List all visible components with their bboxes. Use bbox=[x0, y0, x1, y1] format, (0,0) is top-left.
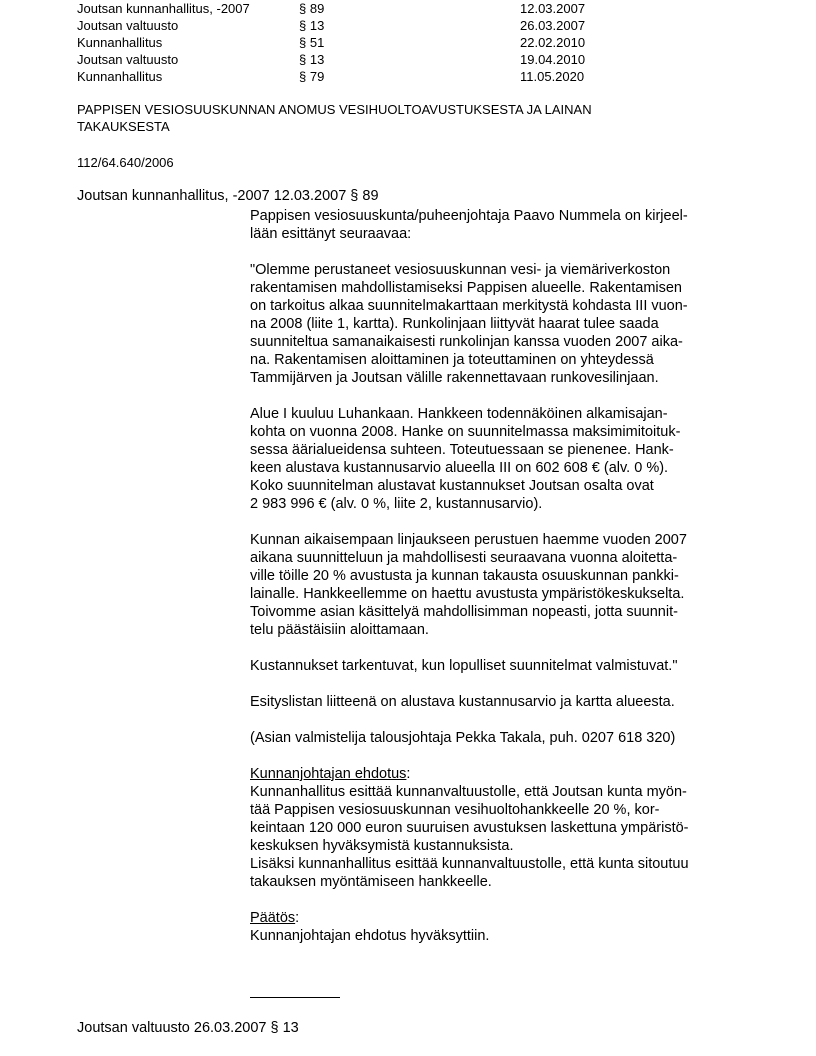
meeting-heading: Joutsan kunnanhallitus, -2007 12.03.2007 § 89 bbox=[77, 188, 379, 204]
history-row bbox=[77, 17, 677, 34]
text-line: Kunnanhallitus esittää kunnanvaltuustolle, että Joutsan kunta myön- bbox=[250, 784, 687, 800]
text-line: keen alustava kustannusarvio alueella III on 602 608 € (alv. 0 %). bbox=[250, 460, 669, 476]
paragraph bbox=[250, 657, 750, 675]
text-line: lainalle. Hankkeellemme on haettu avustusta ympäristökeskukselta. bbox=[250, 586, 685, 602]
text-line: Pappisen vesiosuuskunta/puheenjohtaja Paavo Nummela on kirjeel- bbox=[250, 208, 688, 224]
text-line: rakentamisen mahdollistamiseksi Pappisen alueelle. Rakentamisen bbox=[250, 280, 682, 296]
paragraph bbox=[250, 405, 750, 513]
history-date: 12.03.2007 bbox=[520, 1, 586, 16]
text-line: 2 983 996 € (alv. 0 %, liite 2, kustannusarvio). bbox=[250, 496, 543, 512]
history-body: Joutsan valtuusto bbox=[77, 18, 179, 33]
text-line: Kustannukset tarkentuvat, kun lopulliset suunnitelmat valmistuvat." bbox=[250, 658, 678, 674]
text-line: Kunnanjohtajan ehdotus hyväksyttiin. bbox=[250, 928, 490, 944]
history-row bbox=[77, 0, 677, 17]
text-line: Koko suunnitelman alustavat kustannukset Joutsan osalta ovat bbox=[250, 478, 654, 494]
text-line: Tammijärven ja Joutsan välille rakennettavaan runkovesilinjaan. bbox=[250, 370, 659, 386]
history-date: 11.05.2020 bbox=[520, 69, 585, 84]
text-line: Kunnan aikaisempaan linjaukseen perustuen haemme vuoden 2007 bbox=[250, 532, 687, 548]
paragraph bbox=[250, 693, 750, 711]
text-line: "Olemme perustaneet vesiosuuskunnan vesi- ja viemäriverkoston bbox=[250, 262, 671, 278]
decision-text bbox=[250, 927, 750, 945]
paragraph bbox=[250, 261, 750, 387]
paragraph-list bbox=[250, 207, 750, 747]
text-line: keintaan 120 000 euron suuruisen avustuksen laskettuna ympäristö- bbox=[250, 820, 689, 836]
paragraph bbox=[250, 729, 750, 747]
text-line: on tarkoitus alkaa suunnitelmakarttaan merkitystä kohdasta III vuon- bbox=[250, 298, 688, 314]
history-row bbox=[77, 51, 677, 68]
history-section: § 51 bbox=[299, 35, 325, 50]
text-line: lään esittänyt seuraavaa: bbox=[250, 226, 412, 242]
history-date: 19.04.2010 bbox=[520, 52, 586, 67]
history-body: Kunnanhallitus bbox=[77, 35, 163, 50]
proposal-text bbox=[250, 783, 750, 891]
text-line: kohta on vuonna 2008. Hanke on suunnitelmassa maksimimitoituk- bbox=[250, 424, 681, 440]
text-line: Esityslistan liitteenä on alustava kustannusarvio ja kartta alueesta. bbox=[250, 694, 675, 710]
paragraph bbox=[250, 531, 750, 639]
history-section: § 13 bbox=[299, 18, 325, 33]
text-line: na. Rakentamisen aloittaminen ja toteuttaminen on yhteydessä bbox=[250, 352, 654, 368]
text-line: keskuksen hyväksymistä kustannuksista. bbox=[250, 838, 514, 854]
next-meeting-heading: Joutsan valtuusto 26.03.2007 § 13 bbox=[77, 1020, 299, 1036]
history-section: § 13 bbox=[299, 52, 325, 67]
text-line: takauksen myöntämiseen hankkeelle. bbox=[250, 874, 492, 890]
text-line: suunniteltua samanaikaisesti runkolinjan kanssa vuoden 2007 aika- bbox=[250, 334, 683, 350]
history-body: Joutsan valtuusto bbox=[77, 52, 179, 67]
text-line: Lisäksi kunnanhallitus esittää kunnanvaltuustolle, että kunta sitoutuu bbox=[250, 856, 689, 872]
proposal-heading-line: Kunnanjohtajan ehdotus: bbox=[250, 766, 411, 782]
text-line: aikana suunnitteluun ja mahdollisesti seuraavana vuonna aloitetta- bbox=[250, 550, 678, 566]
history-date: 22.02.2010 bbox=[520, 35, 586, 50]
decision-heading: Päätös bbox=[250, 910, 296, 926]
body-text bbox=[250, 207, 750, 963]
title-line: TAKAUKSESTA bbox=[77, 119, 170, 134]
text-line: (Asian valmistelija talousjohtaja Pekka Takala, puh. 0207 618 320) bbox=[250, 730, 676, 746]
decision-heading-line: Päätös: bbox=[250, 910, 300, 926]
reference-number: 112/64.640/2006 bbox=[77, 155, 174, 170]
history-section: § 89 bbox=[299, 1, 325, 16]
history-section: § 79 bbox=[299, 69, 325, 84]
text-line: sessa äärialueidensa suhteen. Toteutuessaan se pienenee. Hank- bbox=[250, 442, 674, 458]
text-line: telu päästäisiin aloittamaan. bbox=[250, 622, 429, 638]
history-date: 26.03.2007 bbox=[520, 18, 586, 33]
meeting-history-table bbox=[77, 0, 677, 85]
text-line: ville töille 20 % avustusta ja kunnan takausta osuuskunnan pankki- bbox=[250, 568, 679, 584]
text-line: tää Pappisen vesiosuuskunnan vesihuoltohankkeelle 20 %, kor- bbox=[250, 802, 660, 818]
proposal-section bbox=[250, 765, 750, 891]
title-line: PAPPISEN VESIOSUUSKUNNAN ANOMUS VESIHUOLTOAVUSTUKSESTA JA LAINAN bbox=[77, 102, 592, 117]
history-row bbox=[77, 34, 677, 51]
paragraph bbox=[250, 207, 750, 243]
decision-section bbox=[250, 909, 750, 945]
history-body: Joutsan kunnanhallitus, -2007 bbox=[77, 1, 250, 16]
history-row bbox=[77, 68, 677, 85]
separator-line bbox=[250, 997, 340, 998]
document-title bbox=[77, 101, 717, 135]
history-body: Kunnanhallitus bbox=[77, 69, 163, 84]
text-line: Toivomme asian käsittelyä mahdollisimman nopeasti, jotta suunnit- bbox=[250, 604, 678, 620]
text-line: Alue I kuuluu Luhankaan. Hankkeen todennäköinen alkamisajan- bbox=[250, 406, 668, 422]
proposal-heading: Kunnanjohtajan ehdotus bbox=[250, 766, 407, 782]
text-line: na 2008 (liite 1, kartta). Runkolinjaan liittyvät haarat tulee saada bbox=[250, 316, 659, 332]
